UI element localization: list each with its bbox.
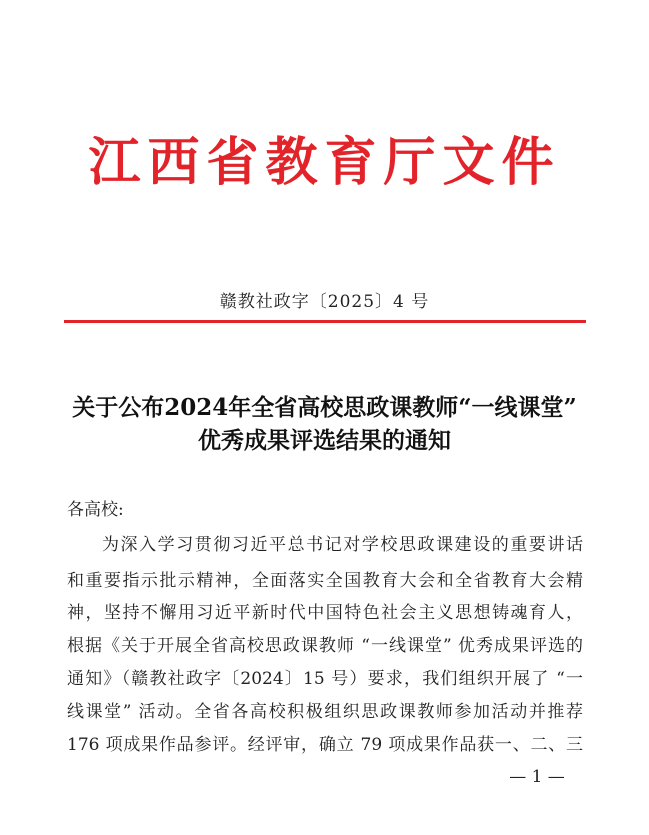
body-text-line: 线课堂” 活动。全省各高校积极组织思政课教师参加活动并推荐 [67,702,583,722]
body-text-line: 为深入学习贯彻习近平总书记对学校思政课建设的重要讲话 [102,535,583,555]
document-masthead: 江西省教育厅文件 [88,132,561,193]
document-number: 赣教社政字〔2025〕4 号 [219,292,430,312]
body-text-line: 根据《关于开展全省高校思政课教师 “一线课堂” 优秀成果评选的 [67,636,583,656]
document-title-line-1: 关于公布2024年全省高校思政课教师“一线课堂” [72,394,577,421]
body-text-line: 通知》（赣教社政字〔2024〕15 号）要求，我们组织开展了 “一 [67,669,583,689]
red-divider-line [64,320,586,323]
body-text-line: 神，坚持不懈用习近平新时代中国特色社会主义思想铸魂育人， [67,603,583,623]
body-text-line: 176 项成果作品参评。经评审，确立 79 项成果作品获一、二、三 [67,735,583,755]
document-title-line-2: 优秀成果评选结果的通知 [198,427,451,454]
page-number: — 1 — [509,767,565,787]
body-text-line: 和重要指示批示精神，全面落实全国教育大会和全省教育大会精 [67,571,583,591]
salutation: 各高校: [67,500,124,520]
